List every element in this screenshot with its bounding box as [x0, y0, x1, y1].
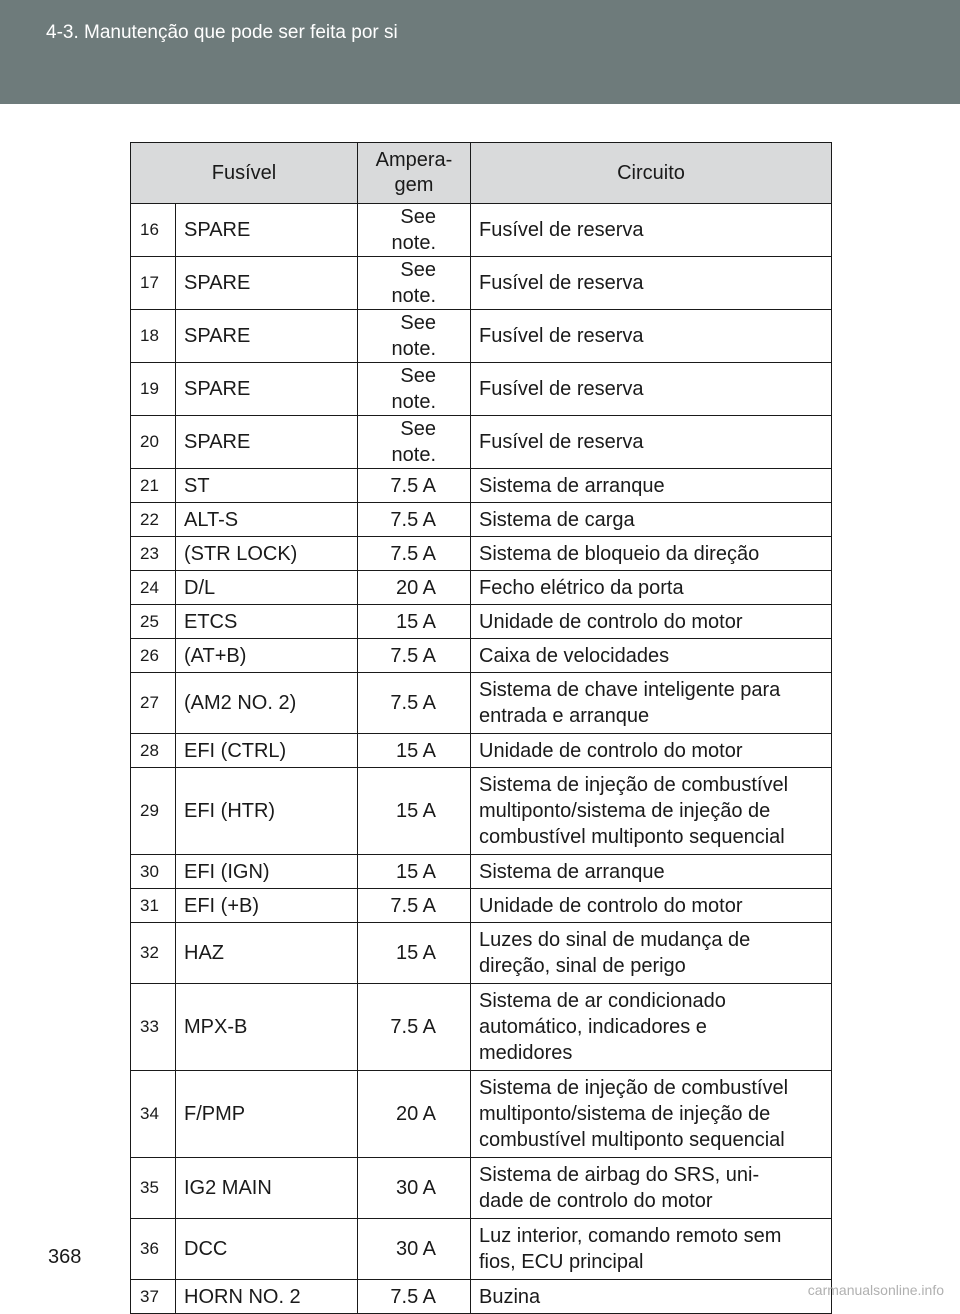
fuse-number: 22	[131, 503, 176, 537]
fuse-circuit: Sistema de arranque	[471, 469, 832, 503]
fuse-circuit: Sistema de chave inteligente para entrada e arranque	[471, 673, 832, 734]
header-circuit: Circuito	[471, 143, 832, 204]
fuse-amperage: 30 A	[358, 1219, 471, 1280]
fuse-amperage: See note.	[358, 257, 471, 310]
table-header-row	[131, 143, 832, 204]
fuse-number: 23	[131, 537, 176, 571]
fuse-amperage: 20 A	[358, 1071, 471, 1158]
table-row	[131, 1280, 832, 1314]
fuse-circuit: Sistema de arranque	[471, 855, 832, 889]
fuse-number: 20	[131, 416, 176, 469]
fuse-amperage: 30 A	[358, 1158, 471, 1219]
fuse-circuit: Sistema de carga	[471, 503, 832, 537]
fuse-number: 24	[131, 571, 176, 605]
fuse-number: 37	[131, 1280, 176, 1314]
fuse-name: F/PMP	[176, 1071, 358, 1158]
fuse-number: 16	[131, 204, 176, 257]
fuse-amperage: 15 A	[358, 734, 471, 768]
fuse-amperage: 20 A	[358, 571, 471, 605]
table-row	[131, 673, 832, 734]
fuse-circuit: Fusível de reserva	[471, 416, 832, 469]
fuse-circuit: Fusível de reserva	[471, 204, 832, 257]
fuse-circuit: Fecho elétrico da porta	[471, 571, 832, 605]
fuse-table-body	[131, 204, 832, 1314]
fuse-name: (AT+B)	[176, 639, 358, 673]
fuse-amperage: 15 A	[358, 923, 471, 984]
fuse-amperage: 15 A	[358, 605, 471, 639]
fuse-amperage: 7.5 A	[358, 639, 471, 673]
fuse-circuit: Sistema de bloqueio da direção	[471, 537, 832, 571]
fuse-circuit: Unidade de controlo do motor	[471, 734, 832, 768]
table-row	[131, 768, 832, 855]
fuse-circuit: Unidade de controlo do motor	[471, 889, 832, 923]
table-row	[131, 1219, 832, 1280]
header-fuse: Fusível	[131, 143, 358, 204]
fuse-circuit: Fusível de reserva	[471, 257, 832, 310]
fuse-circuit: Buzina	[471, 1280, 832, 1314]
fuse-circuit: Luz interior, comando remoto sem fios, ECU principal	[471, 1219, 832, 1280]
fuse-number: 29	[131, 768, 176, 855]
fuse-name: HAZ	[176, 923, 358, 984]
fuse-name: SPARE	[176, 310, 358, 363]
fuse-circuit: Fusível de reserva	[471, 363, 832, 416]
fuse-name: IG2 MAIN	[176, 1158, 358, 1219]
table-row	[131, 363, 832, 416]
table-row	[131, 257, 832, 310]
fuse-name: ST	[176, 469, 358, 503]
table-row	[131, 537, 832, 571]
header-amperage-text: Ampera- gem	[375, 149, 453, 196]
fuse-name: EFI (IGN)	[176, 855, 358, 889]
fuse-amperage: 7.5 A	[358, 469, 471, 503]
fuse-number: 36	[131, 1219, 176, 1280]
fuse-name: HORN NO. 2	[176, 1280, 358, 1314]
fuse-circuit: Fusível de reserva	[471, 310, 832, 363]
fuse-name: EFI (CTRL)	[176, 734, 358, 768]
fuse-number: 19	[131, 363, 176, 416]
fuse-circuit: Sistema de injeção de combustível multiponto/sistema de injeção de combustível multiponto sequencial	[471, 768, 832, 855]
fuse-amperage: See note.	[358, 363, 471, 416]
header-amperage	[358, 143, 471, 204]
fuse-name: (STR LOCK)	[176, 537, 358, 571]
fuse-number: 27	[131, 673, 176, 734]
table-row	[131, 1071, 832, 1158]
fuse-table	[130, 142, 832, 1314]
fuse-name: ALT-S	[176, 503, 358, 537]
table-row	[131, 310, 832, 363]
table-row	[131, 734, 832, 768]
fuse-amperage: 7.5 A	[358, 537, 471, 571]
fuse-name: EFI (+B)	[176, 889, 358, 923]
fuse-name: (AM2 NO. 2)	[176, 673, 358, 734]
fuse-number: 31	[131, 889, 176, 923]
table-row	[131, 605, 832, 639]
fuse-name: SPARE	[176, 204, 358, 257]
fuse-number: 32	[131, 923, 176, 984]
table-row	[131, 923, 832, 984]
table-row	[131, 469, 832, 503]
table-row	[131, 204, 832, 257]
watermark: carmanualsonline.info	[807, 1282, 944, 1298]
fuse-circuit: Sistema de ar condicionado automático, indicadores e medidores	[471, 984, 832, 1071]
fuse-number: 35	[131, 1158, 176, 1219]
fuse-number: 18	[131, 310, 176, 363]
fuse-name: SPARE	[176, 416, 358, 469]
fuse-number: 17	[131, 257, 176, 310]
fuse-circuit: Sistema de airbag do SRS, uni- dade de controlo do motor	[471, 1158, 832, 1219]
table-row	[131, 889, 832, 923]
fuse-circuit: Caixa de velocidades	[471, 639, 832, 673]
fuse-circuit: Sistema de injeção de combustível multiponto/sistema de injeção de combustível multiponto sequencial	[471, 1071, 832, 1158]
fuse-circuit: Unidade de controlo do motor	[471, 605, 832, 639]
fuse-name: ETCS	[176, 605, 358, 639]
fuse-amperage: 15 A	[358, 768, 471, 855]
fuse-amperage: 7.5 A	[358, 889, 471, 923]
fuse-name: SPARE	[176, 363, 358, 416]
table-row	[131, 1158, 832, 1219]
page-number: 368	[48, 1246, 82, 1268]
fuse-amperage: 15 A	[358, 855, 471, 889]
page-header	[0, 0, 960, 104]
table-row	[131, 639, 832, 673]
fuse-number: 30	[131, 855, 176, 889]
fuse-number: 25	[131, 605, 176, 639]
fuse-name: DCC	[176, 1219, 358, 1280]
fuse-name: D/L	[176, 571, 358, 605]
fuse-amperage: See note.	[358, 416, 471, 469]
fuse-amperage: 7.5 A	[358, 673, 471, 734]
table-row	[131, 416, 832, 469]
fuse-name: SPARE	[176, 257, 358, 310]
fuse-number: 33	[131, 984, 176, 1071]
fuse-number: 28	[131, 734, 176, 768]
fuse-name: MPX-B	[176, 984, 358, 1071]
fuse-amperage: 7.5 A	[358, 1280, 471, 1314]
fuse-circuit: Luzes do sinal de mudança de direção, sinal de perigo	[471, 923, 832, 984]
section-title: 4-3. Manutenção que pode ser feita por si	[46, 22, 398, 43]
fuse-amperage: 7.5 A	[358, 503, 471, 537]
table-row	[131, 571, 832, 605]
fuse-number: 21	[131, 469, 176, 503]
fuse-amperage: 7.5 A	[358, 984, 471, 1071]
table-row	[131, 984, 832, 1071]
fuse-amperage: See note.	[358, 310, 471, 363]
table-row	[131, 503, 832, 537]
fuse-number: 34	[131, 1071, 176, 1158]
table-row	[131, 855, 832, 889]
fuse-amperage: See note.	[358, 204, 471, 257]
fuse-name: EFI (HTR)	[176, 768, 358, 855]
fuse-number: 26	[131, 639, 176, 673]
